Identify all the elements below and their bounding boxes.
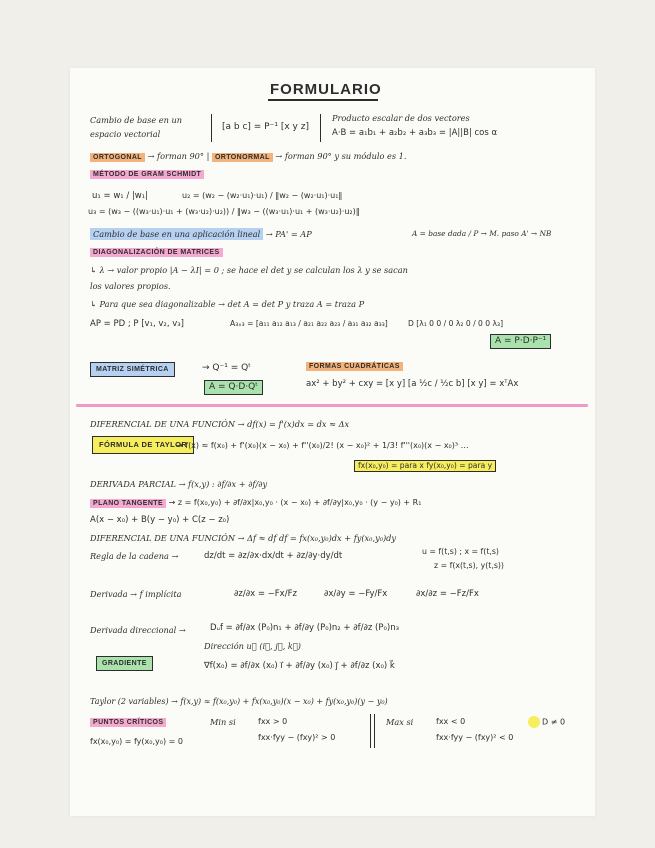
taylor-formula: → f(x) ≈ f(x₀) + f'(x₀)(x − x₀) + f''(x₀)/2! (x − x₀)² + 1/3! f'''(x₀)(x − x₀)³ … — [176, 441, 469, 450]
page-title: FORMULARIO — [270, 81, 382, 98]
critical-min-condition-1: fxx > 0 — [258, 717, 288, 726]
critical-saddle-note — [528, 716, 565, 728]
gram-schmidt-heading: MÉTODO DE GRAM SCHMIDT — [90, 170, 204, 179]
linear-map-formula: → PA' = AP — [265, 229, 312, 239]
linear-map-line — [90, 230, 312, 238]
change-basis-label-2: espacio vectorial — [90, 129, 161, 139]
chain-rule-right-2: z = f(x(t,s), y(t,s)) — [434, 561, 504, 570]
differential-line: DIFERENCIAL DE UNA FUNCIÓN → df(x) = f'(x)dx = dx ≈ Δx — [90, 419, 350, 429]
directional-label: Derivada direccional → — [90, 625, 186, 635]
quadratic-forms-heading: FORMAS CUADRÁTICAS — [306, 362, 403, 371]
symmetric-formula: → Q⁻¹ = Qᵗ — [202, 363, 251, 373]
tangent-plane-formula: → z = f(x₀,y₀) + ∂f/∂x|x₀,y₀ · (x − x₀) + ∂f/∂y|x₀,y₀ · (y − y₀) + R₁ — [168, 498, 422, 507]
orthogonal-separator: | — [206, 151, 210, 161]
diagonalization-d-matrix: D [λ₁ 0 0 / 0 λ₂ 0 / 0 0 λ₃] — [408, 319, 504, 328]
diagonalization-heading: DIAGONALIZACIÓN DE MATRICES — [90, 248, 223, 257]
directional-formula: Dᵤf = ∂f/∂x (P₀)n₁ + ∂f/∂y (P₀)n₂ + ∂f/∂z (P₀)n₃ — [210, 623, 400, 633]
gradient-formula: ∇f(x₀) = ∂f/∂x (x₀) i⃗ + ∂f/∂y (x₀) j⃗ + ∂f/∂z (x₀) k⃗ — [204, 661, 395, 671]
chain-rule-label: Regla de la cadena → — [90, 551, 179, 561]
orthonormal-word: ORTONORMAL — [212, 153, 273, 162]
tangent-plane-line-2: A(x − x₀) + B(y − y₀) + C(z − z₀) — [90, 515, 230, 525]
critical-min-label: Min si — [210, 717, 236, 727]
divider — [320, 114, 321, 142]
directional-direction: Dirección u⃗ (i⃗, j⃗, k⃗) — [204, 641, 301, 651]
critical-max-condition-2: fxx·fyy − (fxy)² < 0 — [436, 733, 514, 742]
change-basis-formula: [a b c] = P⁻¹ [x y z] — [222, 122, 309, 132]
title-underline — [268, 99, 378, 101]
total-differential-line: DIFERENCIAL DE UNA FUNCIÓN → Δf ≈ df df = fx(x₀,y₀)dx + fy(x₀,y₀)dy — [90, 533, 397, 543]
section-separator — [76, 404, 588, 407]
linear-map-heading: Cambio de base en una aplicación lineal — [90, 228, 263, 240]
diagonalization-line-1: ↳ λ → valor propio |A − λI| = 0 ; se hace el det y se calculan los λ y se sacan — [90, 265, 408, 275]
gram-schmidt-u1: u₁ = w₁ / |w₁| — [92, 191, 149, 201]
orthogonal-word: ORTOGONAL — [90, 153, 145, 162]
taylor-two-variables-line: Taylor (2 variables) → f(x,y) ≈ f(x₀,y₀) + fx(x₀,y₀)(x − x₀) + fy(x₀,y₀)(y − y₀) — [90, 697, 388, 706]
quadratic-forms-formula: ax² + by² + cxy = [x y] [a ½c / ½c b] [x y] = xᵀAx — [306, 379, 519, 389]
tangent-plane-line — [90, 498, 421, 507]
gradient-heading: GRADIENTE — [96, 656, 153, 671]
diagonalization-line-3: ↳ Para que sea diagonalizable → det A = det P y traza A = traza P — [90, 299, 365, 309]
implicit-label: Derivada → f implícita — [90, 589, 182, 599]
linear-map-note: A = base dada / P → M. paso A' → NB — [412, 229, 552, 238]
diagonalization-ap-equation: AP = PD ; P [v₁, v₂, v₃] — [90, 319, 184, 329]
change-basis-label-1: Cambio de base en un — [90, 115, 183, 125]
implicit-f1: ∂z/∂x = −Fx/Fz — [234, 589, 297, 599]
implicit-f3: ∂x/∂z = −Fz/Fx — [416, 589, 479, 599]
diagonalization-line-2: los valores propios. — [90, 281, 171, 291]
diagonalization-a-matrix: A₃ₓ₃ = [a₁₁ a₁₂ a₁₃ / a₂₁ a₂₂ a₂₃ / a₃₁ a₃₂ a₃₃] — [230, 319, 388, 328]
taylor-partials-box: fx(x₀,y₀) = para x fy(x₀,y₀) = para y — [354, 460, 496, 472]
divider — [374, 714, 375, 748]
gram-schmidt-u3: u₃ = (w₃ − ((w₃·u₁)·u₁ + (w₃·u₂)·u₂)) / ‖w₃ − ((w₃·u₁)·u₁ + (w₃·u₂)·u₂)‖ — [88, 207, 360, 216]
critical-points-heading: PUNTOS CRÍTICOS — [90, 718, 166, 727]
formula-sheet — [70, 68, 595, 816]
implicit-f2: ∂x/∂y = −Fy/Fx — [324, 589, 388, 599]
orthogonal-line — [90, 152, 406, 161]
gram-schmidt-u2: u₂ = (w₂ − (w₂·u₁)·u₁) / ‖w₂ − (w₂·u₁)·u₁‖ — [182, 191, 343, 200]
symmetric-boxed-formula: A = Q·D·Qᵗ — [204, 380, 263, 395]
critical-saddle-text: D ≠ 0 — [542, 717, 566, 727]
diagonalization-boxed-formula: A = P·D·P⁻¹ — [490, 334, 551, 349]
critical-condition: fx(x₀,y₀) = fy(x₀,y₀) = 0 — [90, 737, 183, 746]
tangent-plane-heading: PLANO TANGENTE — [90, 499, 166, 508]
divider — [211, 114, 212, 142]
divider — [370, 714, 371, 748]
partial-derivative-line: DERIVADA PARCIAL → f(x,y) : ∂f/∂x + ∂f/∂y — [90, 479, 268, 489]
chain-rule-right-1: u = f(t,s) ; x = f(t,s) — [422, 547, 499, 556]
dot-product-formula: A·B = a₁b₁ + a₂b₂ + a₃b₃ = |A||B| cos α — [332, 128, 498, 138]
critical-min-condition-2: fxx·fyy − (fxy)² > 0 — [258, 733, 336, 742]
dot-product-label: Producto escalar de dos vectores — [332, 113, 470, 123]
chain-rule-formula: dz/dt = ∂z/∂x·dx/dt + ∂z/∂y·dy/dt — [204, 551, 343, 561]
symmetric-heading: MATRIZ SIMÉTRICA — [90, 362, 175, 377]
orthogonal-text: → forman 90° — [147, 151, 204, 161]
orthonormal-text: → forman 90° y su módulo es 1. — [275, 151, 407, 161]
critical-max-label: Max si — [386, 717, 414, 727]
critical-max-condition-1: fxx < 0 — [436, 717, 466, 726]
taylor-heading: FÓRMULA DE TAYLOR — [92, 436, 194, 454]
highlight-dot — [528, 716, 540, 728]
